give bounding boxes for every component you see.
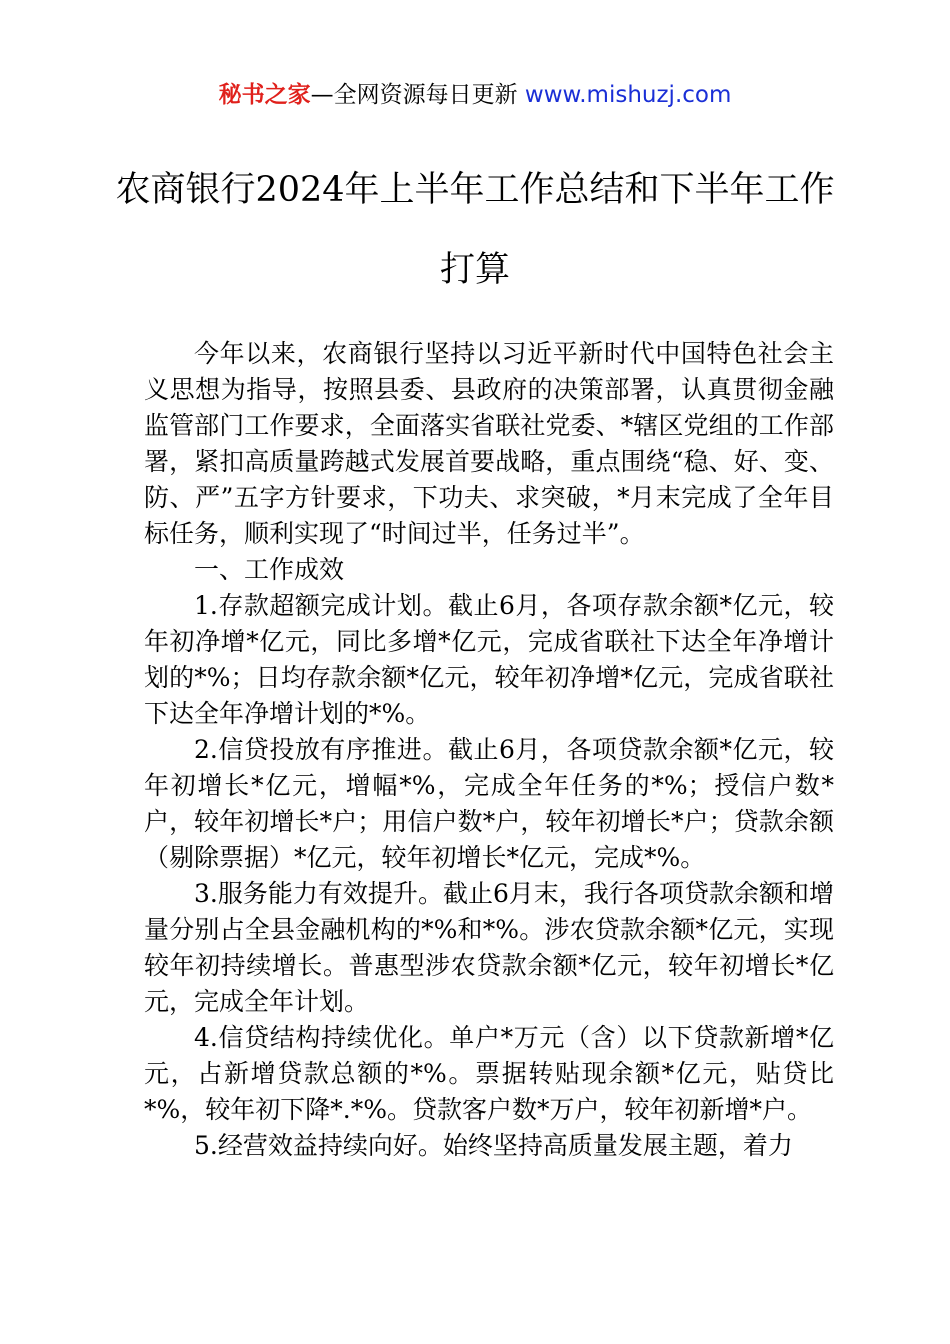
document-body xyxy=(144,336,834,1164)
site-tagline: —全网资源每日更新 xyxy=(310,82,525,108)
list-item: 3.服务能力有效提升。截止6月末，我行各项贷款余额和增量分别占全县金融机构的*%和*%。涉农贷款余额*亿元，实现较年初持续增长。普惠型涉农贷款余额*亿元，较年初增长*亿元，完成全年计划。 xyxy=(144,879,834,1016)
section-heading: 一、工作成效 xyxy=(194,555,345,584)
document-title: 农商银行2024年上半年工作总结和下半年工作打算 xyxy=(115,170,835,290)
list-item: 2.信贷投放有序推进。截止6月，各项贷款余额*亿元，较年初增长*亿元，增幅*%，完成全年任务的*%；授信户数*户，较年初增长*户；用信户数*户，较年初增长*户；贷款余额（剔除票据）*亿元，较年初增长*亿元，完成*%。 xyxy=(144,735,834,872)
list-item: 5.经营效益持续向好。始终坚持高质量发展主题，着力 xyxy=(194,1131,793,1160)
list-item: 4.信贷结构持续优化。单户*万元（含）以下贷款新增*亿元，占新增贷款总额的*%。票据转贴现余额*亿元，贴贷比*%，较年初下降*.*%。贷款客户数*万户，较年初新增*户。 xyxy=(144,1023,834,1124)
site-url-link[interactable]: www.mishuzj.com xyxy=(524,82,732,108)
site-brand: 秘书之家 xyxy=(218,82,311,108)
intro-paragraph: 今年以来，农商银行坚持以习近平新时代中国特色社会主义思想为指导，按照县委、县政府的决策部署，认真贯彻金融监管部门工作要求，全面落实省联社党委、*辖区党组的工作部署，紧扣高质量跨越式发展首要战略，重点围绕“稳、好、变、防、严”五字方针要求，下功夫、求突破，*月末完成了全年目标任务，顺利实现了“时间过半，任务过半”。 xyxy=(144,339,834,548)
site-header xyxy=(0,78,950,112)
list-item: 1.存款超额完成计划。截止6月，各项存款余额*亿元，较年初净增*亿元，同比多增*亿元，完成省联社下达全年净增计划的*%；日均存款余额*亿元，较年初净增*亿元，完成省联社下达全年净增计划的*%。 xyxy=(144,591,834,728)
